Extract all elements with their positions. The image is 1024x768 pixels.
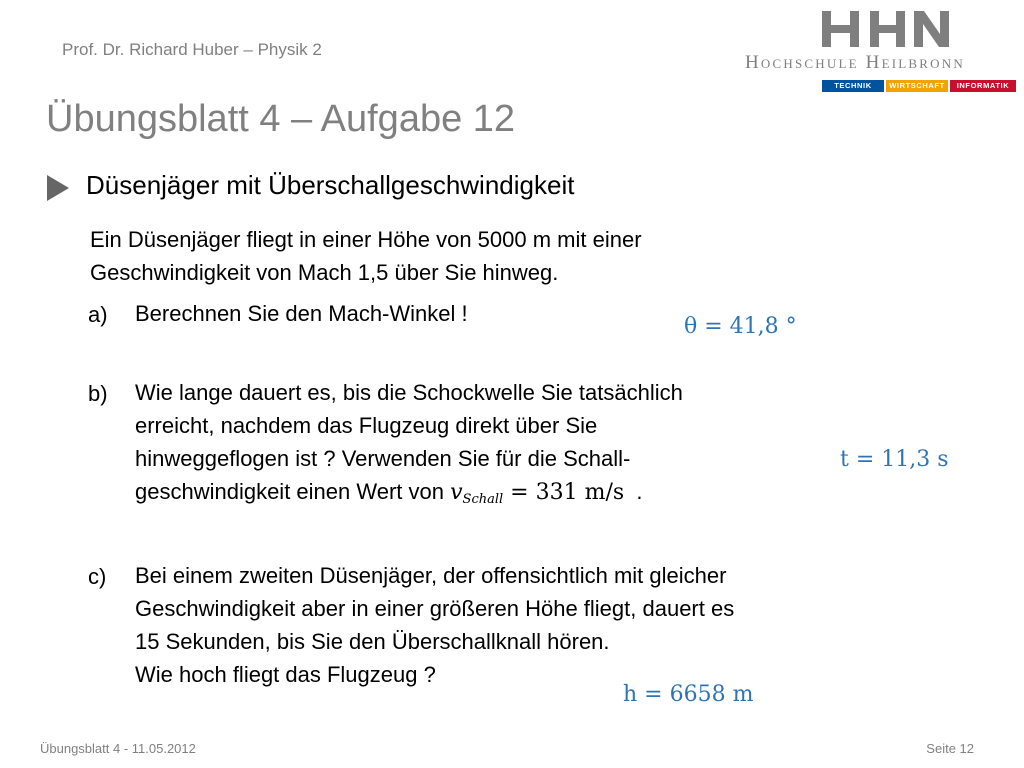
task-c-text [135, 559, 915, 691]
task-b-label: b) [88, 381, 108, 406]
footer-date: Übungsblatt 4 - 11.05.2012 [40, 741, 196, 756]
bullet-heading: Düsenjäger mit Überschallgeschwindigkeit [86, 170, 575, 200]
task-a-text: Berechnen Sie den Mach-Winkel ! [135, 301, 468, 326]
task-b-line-4-text: geschwindigkeit einen Wert von [135, 479, 451, 504]
hhn-letters [822, 11, 949, 47]
task-a-label: a) [88, 302, 108, 327]
intro-text [90, 223, 850, 289]
task-b-line-4-end: . [624, 479, 643, 504]
task-c-label: c) [88, 564, 107, 589]
task-b-answer: t = 11,3 s [840, 447, 949, 472]
footer-page-number: Seite 12 [926, 741, 974, 756]
logo-institution-name: Hochschule Heilbronn [745, 52, 965, 73]
task-b-line-3: hinweggeflogen ist ? Verwenden Sie für die Schall- [135, 446, 631, 471]
task-c-line-3: 15 Sekunden, bis Sie den Überschallknall hören. [135, 629, 610, 654]
triangle-bullet-icon [47, 175, 69, 201]
task-b-line-1: Wie lange dauert es, bis die Schockwelle Sie tatsächlich [135, 380, 683, 405]
logo-bar-technik: TECHNIK [822, 80, 884, 92]
task-a-answer: θ = 41,8 ° [684, 314, 797, 339]
logo-bar-wirtschaft: WIRTSCHAFT [886, 80, 948, 92]
formula-subscript: Schall [462, 492, 504, 507]
slide-title: Übungsblatt 4 – Aufgabe 12 [46, 98, 516, 140]
intro-line-2: Geschwindigkeit von Mach 1,5 über Sie hinweg. [90, 260, 559, 285]
task-b-text [135, 376, 875, 516]
task-c-line-1: Bei einem zweiten Düsenjäger, der offensichtlich mit gleicher [135, 563, 727, 588]
author-line: Prof. Dr. Richard Huber – Physik 2 [62, 40, 322, 59]
task-c-answer: h = 6658 m [623, 682, 754, 707]
formula-value: = 331 m/s [503, 480, 625, 505]
task-c-line-2: Geschwindigkeit aber in einer größeren Höhe fliegt, dauert es [135, 596, 735, 621]
task-b-line-2: erreicht, nachdem das Flugzeug direkt über Sie [135, 413, 598, 438]
formula-variable: v [450, 480, 463, 505]
task-b-line-4 [135, 475, 875, 516]
logo-bar-informatik: INFORMATIK [950, 80, 1016, 92]
task-c-line-4: Wie hoch fliegt das Flugzeug ? [135, 662, 436, 687]
intro-line-1: Ein Düsenjäger fliegt in einer Höhe von 5000 m mit einer [90, 227, 642, 252]
speed-of-sound-formula [450, 480, 624, 505]
